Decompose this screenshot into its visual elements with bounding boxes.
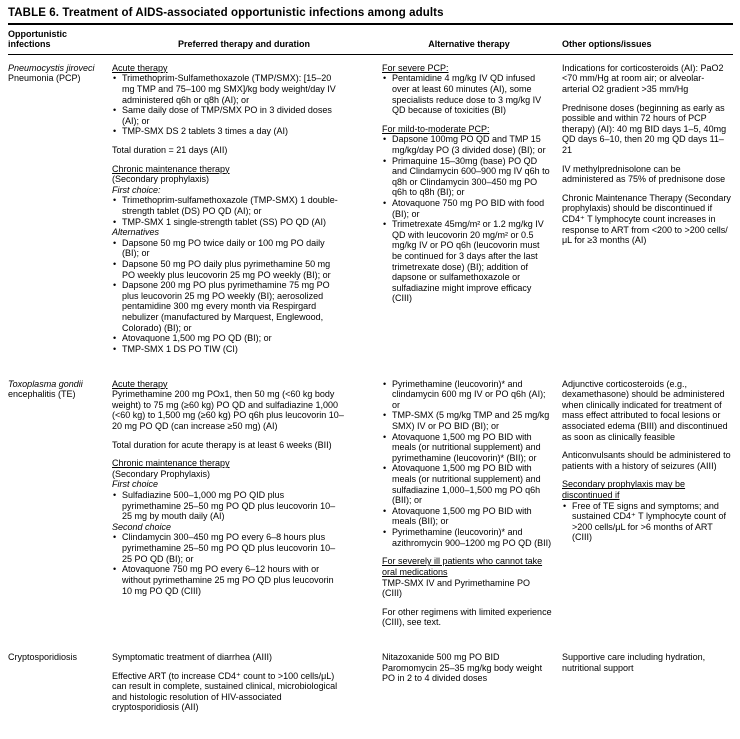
- column-header-alternative: Alternative therapy: [382, 25, 562, 54]
- bullet-list: [112, 195, 344, 227]
- section-heading: For severe PCP:: [382, 62, 449, 73]
- bullet-item: • Trimetrexate 45mg/m² or 1.2 mg/kg IV QD with leucovorin 20 mg/m² or 0.5 mg/kg IV or PO q6h (leucovorin must be continued for 3 days after the last trimetrexate dose) (BI); addition of dapsone or sulfamethoxazole or sulfadiazine might improve efficacy (CIII): [382, 219, 552, 304]
- text-block: Prednisone doses (beginning as early as possible and within 72 hours of PCP therapy) (AI): 40 mg BID days 1–5, 40mg QD days 6–10, then 20 mg QD days 11–21: [562, 102, 727, 155]
- text-block: Symptomatic treatment of diarrhea (AIII): [112, 651, 273, 662]
- other-therapy-cell: [562, 54, 733, 370]
- bullet-item: • Pentamidine 4 mg/kg IV QD infused over at least 60 minutes (AI), some specialists reduce dose to 3 mg/kg IV QD because of toxicities (BI): [382, 73, 552, 115]
- bullet-item: • Trimethoprim-Sulfamethoxazole (TMP/SMX): [15–20 mg TMP and 75–100 mg SMX]/kg body weight/day IV administered q6h or q8h (AI); or: [112, 73, 344, 105]
- alternative-therapy-cell: [382, 54, 562, 370]
- bullet-item: • Pyrimethamine (leucovorin)* and azithromycin 900–1200 mg PO QD (BII): [382, 527, 552, 548]
- bullet-item: • Trimethoprim-sulfamethoxazole (TMP-SMX) 1 double-strength tablet (DS) PO QD (AI); or: [112, 195, 344, 216]
- column-header-other: Other options/issues: [562, 25, 733, 54]
- header-row: [8, 25, 733, 54]
- bullet-item: • Primaquine 15–30mg (base) PO QD and Clindamycin 600–900 mg IV q6h to q8h or Clindamycin 300–450 mg PO q6h to q8h (BI); or: [382, 156, 552, 198]
- bullet-list: [112, 238, 344, 355]
- section-heading: Chronic maintenance therapy: [112, 458, 230, 469]
- other-therapy-cell: [562, 371, 733, 644]
- section-heading: Secondary prophylaxis may be discontinued if: [562, 479, 686, 501]
- section-heading: Acute therapy: [112, 378, 168, 389]
- bullet-item: • TMP-SMX DS 2 tablets 3 times a day (AI): [112, 126, 344, 137]
- bullet-item: • Atovaquone 750 mg PO BID with food (BI); or: [382, 198, 552, 219]
- bullet-list: [562, 501, 731, 543]
- table-body: [8, 54, 733, 729]
- preferred-therapy-cell: [112, 54, 382, 370]
- bullet-item: • Sulfadiazine 500–1,000 mg PO QID plus pyrimethamine 25–50 mg PO QD plus leucovorin 10–25 mg by mouth daily (AI): [112, 490, 344, 522]
- text-block: Total duration for acute therapy is at least 6 weeks (BII): [112, 439, 332, 450]
- text-block: Adjunctive corticosteroids (e.g., dexamethasone) should be administered when clinically indicated for treatment of mass effect attributed to focal lesions or associated edema (BIII) and discontinued as soon as clinically feasible: [562, 378, 728, 442]
- column-header-infections: Opportunistic infections: [8, 25, 112, 54]
- text-block: Chronic Maintenance Therapy (Secondary prophylaxis) should be discontinued if CD4⁺ T lymphocyte count increases in response to ART from <200 to >200 cells/μL for ≥3 months (AI): [562, 192, 731, 246]
- bullet-list: [382, 379, 552, 549]
- bullet-item: • Same daily dose of TMP/SMX PO in 3 divided doses (AI); or: [112, 105, 344, 126]
- preferred-therapy-cell: [112, 644, 382, 729]
- treatment-table: [8, 25, 733, 729]
- bullet-item: • Free of TE signs and symptoms; and sustained CD4⁺ T lymphocyte count of >200 cells/μL for >6 months of ART (CIII): [562, 501, 731, 543]
- text-block: (Secondary Prophylaxis): [112, 468, 211, 479]
- bullet-item: • Dapsone 50 mg PO daily plus pyrimethamine 50 mg PO weekly plus leucovorin 25 mg PO weekly (BI); or: [112, 259, 344, 280]
- infection-name-part: encephalitis (TE): [8, 389, 76, 400]
- infection-cell: [8, 371, 112, 644]
- infection-name-part: Cryptosporidiosis: [8, 651, 78, 662]
- infection-name-part: Toxoplasma gondii: [8, 378, 83, 389]
- alternative-therapy-cell: [382, 644, 562, 729]
- text-block: Paromomycin 25–35 mg/kg body weight PO in 2 to 4 divided doses: [382, 662, 543, 684]
- bullet-item: • Pyrimethamine (leucovorin)* and clindamycin 600 mg IV or PO q6h (AI); or: [382, 379, 552, 411]
- bullet-list: [382, 73, 552, 115]
- infection-cell: [8, 644, 112, 729]
- text-block: For other regimens with limited experience (CIII), see text.: [382, 606, 552, 628]
- bullet-item: • TMP-SMX 1 DS PO TIW (CI): [112, 344, 344, 355]
- bullet-list: [112, 532, 344, 596]
- text-block: Nitazoxanide 500 mg PO BID: [382, 651, 500, 662]
- text-block: Total duration = 21 days (AII): [112, 144, 228, 155]
- bullet-item: • Dapsone 50 mg PO twice daily or 100 mg PO daily (BI); or: [112, 238, 344, 259]
- text-block: TMP-SMX IV and Pyrimethamine PO (CIII): [382, 577, 531, 599]
- infection-cell: [8, 54, 112, 370]
- bullet-list: [382, 134, 552, 304]
- section-heading: Chronic maintenance therapy: [112, 163, 230, 174]
- text-block: Second choice: [112, 521, 172, 532]
- text-block: Supportive care including hydration, nutritional support: [562, 651, 706, 673]
- text-block: IV methylprednisolone can be administered as 75% of prednisone dose: [562, 163, 726, 185]
- section-heading: For severely ill patients who cannot take oral medications: [382, 556, 543, 577]
- text-block: First choice: [112, 479, 159, 490]
- section-heading: For mild-to-moderate PCP:: [382, 123, 490, 134]
- bullet-item: • Atovaquone 1,500 mg PO BID with meals (BII); or: [382, 506, 552, 527]
- text-block: Pyrimethamine 200 mg POx1, then 50 mg (<60 kg body weight) to 75 mg (≥60 kg) PO QD and sulfadiazine 1,000 (<60 kg) to 1,500 mg (≥60 kg) PO q6h plus leucovorin 10–20 mg PO QD (can increase ≥50 mg) (AI): [112, 389, 344, 431]
- table-header: [8, 25, 733, 54]
- bullet-item: • Clindamycin 300–450 mg PO every 6–8 hours plus pyrimethamine 25–50 mg PO QD plus leucovorin 10–25 PO QD (BI); or: [112, 532, 344, 564]
- preferred-therapy-cell: [112, 371, 382, 644]
- other-therapy-cell: [562, 644, 733, 729]
- bullet-item: • TMP-SMX 1 single-strength tablet (SS) PO QD (AI): [112, 217, 344, 228]
- table-row: [8, 644, 733, 729]
- table-title: TABLE 6. Treatment of AIDS-associated opportunistic infections among adults: [8, 7, 733, 25]
- table-row: [8, 54, 733, 370]
- infection-name-part: Pneumocystis jiroveci: [8, 62, 95, 73]
- bullet-item: • Atovaquone 1,500 mg PO QD (BI); or: [112, 333, 344, 344]
- text-block: Effective ART (to increase CD4⁺ count to >100 cells/μL) can result in complete, sustained clinical, microbiological and histologic resolution of HIV-associated cryptosporidiosis (AII): [112, 670, 338, 713]
- bullet-list: [112, 73, 344, 137]
- column-header-preferred: Preferred therapy and duration: [112, 25, 382, 54]
- infection-name-part: Pneumonia (PCP): [8, 73, 81, 84]
- text-block: Anticonvulsants should be administered to patients with a history of seizures (AIII): [562, 450, 731, 471]
- text-block: Alternatives: [112, 227, 160, 238]
- bullet-item: • TMP-SMX (5 mg/kg TMP and 25 mg/kg SMX) IV or PO BID (BI); or: [382, 410, 552, 431]
- bullet-item: • Atovaquone 750 mg PO every 6–12 hours with or without pyrimethamine 25 mg PO QD plus leucovorin 10 mg PO QD (CIII): [112, 564, 344, 596]
- bullet-item: • Atovaquone 1,500 mg PO BID with meals (or nutritional supplement) and sulfadiazine 1,000–1,500 mg PO q6h (BII); or: [382, 463, 552, 505]
- section-heading: Acute therapy: [112, 62, 168, 73]
- text-block: Indications for corticosteroids (AI): PaO2 <70 mm/Hg at room air; or alveolar-arterial O2 gradient >35 mm/Hg: [562, 62, 724, 94]
- alternative-therapy-cell: [382, 371, 562, 644]
- text-block: First choice:: [112, 184, 161, 195]
- table-row: [8, 371, 733, 644]
- text-block: (Secondary prophylaxis): [112, 174, 210, 185]
- bullet-item: • Atovaquone 1,500 mg PO BID with meals (or nutritional supplement) and pyrimethamine (leucovorin)* (BII); or: [382, 432, 552, 464]
- bullet-item: • Dapsone 100mg PO QD and TMP 15 mg/kg/day PO (3 divided dose) (BI); or: [382, 134, 552, 155]
- bullet-item: • Dapsone 200 mg PO plus pyrimethamine 75 mg PO plus leucovorin 25 mg PO weekly (BI); aerosolized pentamidine 300 mg every month via Respirgard nebulizer (manufactured by Marquest, Englewood, Colorado) (BI); or: [112, 280, 344, 333]
- bullet-list: [112, 490, 344, 522]
